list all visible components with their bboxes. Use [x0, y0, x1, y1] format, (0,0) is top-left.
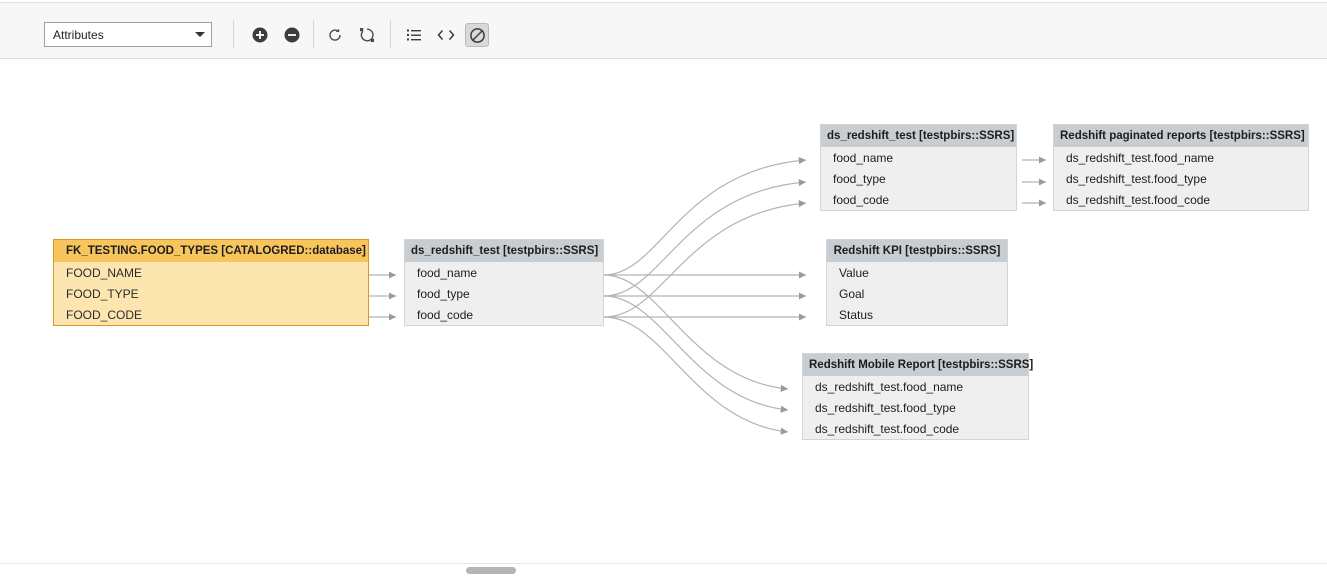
node-row[interactable]: Status: [839, 308, 874, 322]
list-view-button[interactable]: [403, 24, 425, 46]
slash-circle-icon: [469, 27, 486, 44]
attributes-select[interactable]: [44, 22, 212, 47]
node-redshift-mobile-report[interactable]: [802, 353, 1034, 440]
node-row[interactable]: ds_redshift_test.food_type: [1066, 172, 1207, 186]
node-title: Redshift KPI [testpbirs::SSRS]: [827, 240, 1007, 262]
node-ds-redshift-test-top[interactable]: [820, 124, 1017, 211]
attributes-select-value: Attributes: [53, 27, 104, 42]
node-row[interactable]: food_name: [833, 151, 894, 165]
node-row[interactable]: ds_redshift_test.food_code: [815, 422, 960, 436]
node-row[interactable]: food_code: [417, 308, 474, 322]
node-row[interactable]: ds_redshift_test.food_type: [815, 401, 956, 415]
node-row[interactable]: Value: [839, 266, 869, 280]
toolbar-top-divider: [0, 0, 1327, 3]
node-title: ds_redshift_test [testpbirs::SSRS]: [405, 240, 603, 262]
node-row[interactable]: food_type: [417, 287, 470, 301]
node-fk-testing-food-types[interactable]: [53, 239, 369, 326]
node-row[interactable]: food_code: [833, 193, 890, 207]
node-title: Redshift paginated reports [testpbirs::SSRS]: [1054, 125, 1308, 147]
toolbar-divider-3: [390, 20, 391, 48]
plus-circle-icon: [251, 26, 269, 44]
diagram-toolbar: [0, 0, 1327, 59]
zoom-out-button[interactable]: [281, 24, 303, 46]
node-row[interactable]: ds_redshift_test.food_code: [1066, 193, 1211, 207]
node-row[interactable]: food_name: [417, 266, 478, 280]
node-ds-redshift-test-middle[interactable]: [404, 239, 604, 326]
node-row[interactable]: ds_redshift_test.food_name: [1066, 151, 1215, 165]
node-redshift-paginated-reports[interactable]: [1053, 124, 1309, 211]
toolbar-divider-2: [313, 20, 314, 48]
node-row[interactable]: FOOD_TYPE: [66, 287, 139, 301]
fit-to-screen-button[interactable]: [356, 24, 378, 46]
refresh-icon: [326, 26, 344, 44]
code-view-button[interactable]: [435, 24, 457, 46]
node-title: Redshift Mobile Report [testpbirs::SSRS]: [803, 354, 1028, 376]
node-row[interactable]: Goal: [839, 287, 865, 301]
expand-icon: [358, 26, 376, 44]
minus-circle-icon: [283, 26, 301, 44]
node-row[interactable]: ds_redshift_test.food_name: [815, 380, 964, 394]
toggle-edges-button[interactable]: [465, 23, 489, 47]
node-row[interactable]: FOOD_NAME: [66, 266, 143, 280]
node-redshift-kpi[interactable]: [826, 239, 1008, 326]
horizontal-scrollbar[interactable]: [0, 563, 1327, 578]
chevron-down-icon[interactable]: [189, 23, 211, 46]
zoom-in-button[interactable]: [249, 24, 271, 46]
node-title: FK_TESTING.FOOD_TYPES [CATALOGRED::database]: [54, 240, 368, 262]
node-row[interactable]: FOOD_CODE: [66, 308, 143, 322]
node-title: ds_redshift_test [testpbirs::SSRS]: [821, 125, 1016, 147]
horizontal-scrollbar-thumb[interactable]: [466, 567, 516, 574]
node-row[interactable]: food_type: [833, 172, 886, 186]
refresh-button[interactable]: [324, 24, 346, 46]
code-icon: [436, 26, 456, 44]
toolbar-divider-1: [233, 20, 234, 48]
list-icon: [405, 26, 423, 44]
